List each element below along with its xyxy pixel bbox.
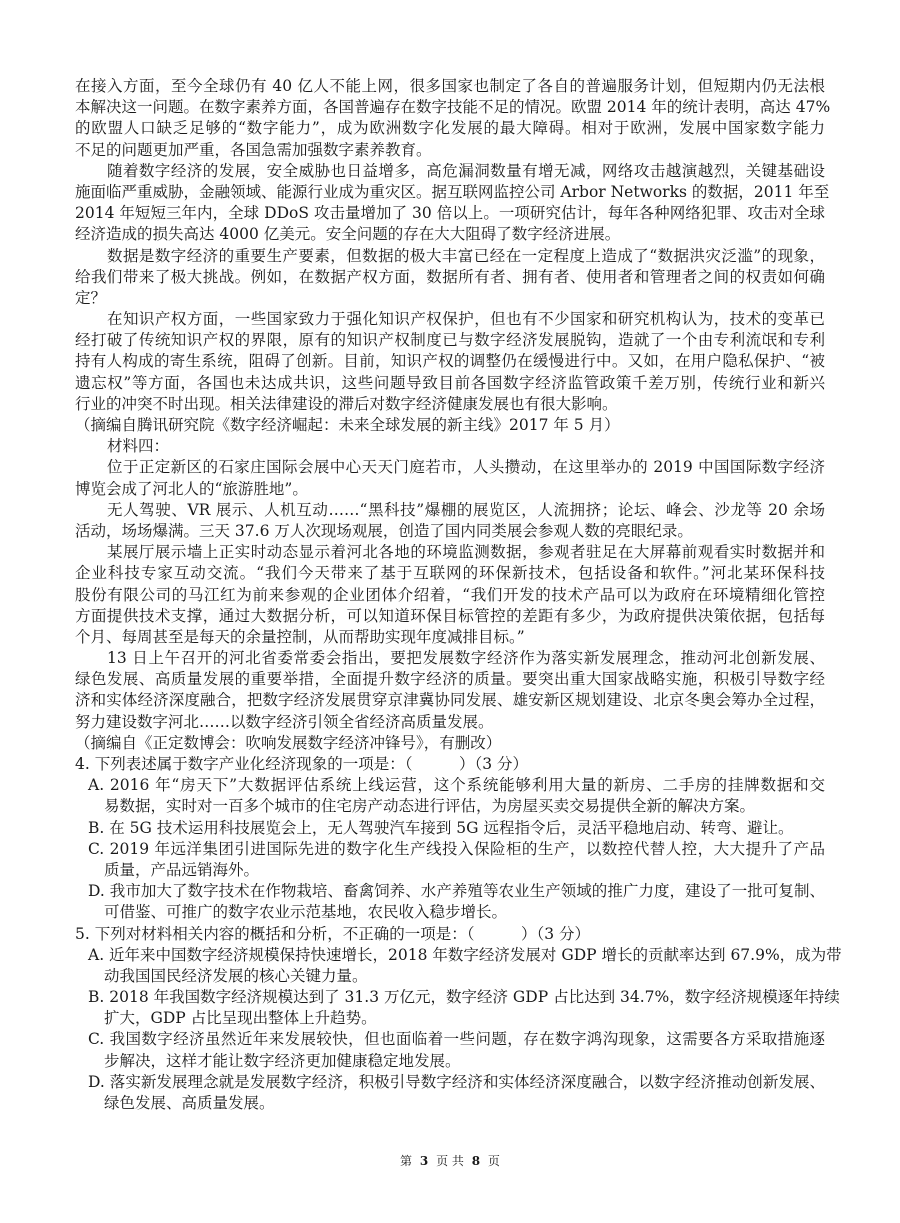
text-line: 方面提供技术支撑，通过大数据分析，可以知道环保目标管控的差距有多少，为政府提供决策依据，包括每 — [75, 606, 825, 625]
answer-option — [75, 945, 842, 987]
text-line: 无人驾驶、VR 展示、人机互动……“黑科技”爆棚的展览区，人流拥挤；论坛、峰会、沙龙等 20 余场 — [107, 500, 825, 519]
answer-option — [75, 818, 825, 839]
text-line: C. 我国数字经济虽然近年来发展较快，但也面临着一些问题，存在数字鸿沟现象，这需要各方采取措施逐 — [88, 1030, 825, 1049]
footer-middle: 页 共 — [436, 1154, 464, 1168]
text-line: 本解决这一问题。在数字素养方面，各国普遍存在数字技能不足的情况。欧盟 2014 年的统计表明，高达 47% — [75, 98, 831, 117]
text-line: 定？ — [75, 288, 107, 307]
answer-option — [75, 1029, 825, 1071]
paragraph — [75, 246, 825, 310]
page-footer — [0, 1152, 900, 1169]
text-line: 股份有限公司的马江红为前来参观的企业团体介绍着，“我们开发的技术产品可以为政府在环境精细化管控 — [75, 585, 825, 604]
text-line: A. 近年来中国数字经济规模保持快速增长，2018 年数字经济发展对 GDP 增长的贡献率达到 67.9%，成为带 — [88, 945, 842, 964]
text-line: D. 落实新发展理念就是发展数字经济，积极引导数字经济和实体经济深度融合，以数字经济推动创新发展、 — [88, 1072, 825, 1091]
answer-option — [75, 775, 825, 817]
text-line: 经济造成的损失高达 4000 亿美元。安全问题的存在大大阻碍了数字经济进展。 — [75, 225, 621, 244]
text-line: B. 在 5G 技术运用科技展览会上，无人驾驶汽车接到 5G 远程指令后，灵活平稳地启动、转弯、避让。 — [88, 818, 794, 837]
text-line: 数据是数字经济的重要生产要素，但数据的极大丰富已经在一定程度上造成了“数据洪灾泛滥”的现象， — [107, 246, 825, 265]
paragraph — [75, 436, 825, 457]
text-line: 给我们带来了极大挑战。例如，在数据产权方面，数据所有者、拥有者、使用者和管理者之间的权责如何确 — [75, 267, 825, 286]
text-line: 不足的问题更加严重，各国急需加强数字素养教育。 — [75, 140, 432, 159]
text-line: 材料四： — [107, 437, 170, 456]
text-line: 某展厅展示墙上正实时动态显示着河北各地的环境监测数据，参观者驻足在大屏幕前观看实时数据并和 — [107, 543, 825, 562]
text-line: 质量，产品远销海外。 — [104, 860, 260, 879]
text-line: 动我国国民经济发展的核心关键力量。 — [104, 966, 368, 985]
paragraph — [75, 542, 825, 648]
text-line: 2014 年短短三年内，全球 DDoS 攻击量增加了 30 倍以上。一项研究估计，每年各种网络犯罪、攻击对全球 — [75, 204, 825, 223]
text-line: 施面临严重威胁，金融领域、能源行业成为重灾区。据互联网监控公司 Arbor Networks 的数据，2011 年至 — [75, 182, 830, 201]
text-line: 绿色发展、高质量发展的重要举措，全面提升数字经济的质量。要突出重大国家战略实施，积极引导数字经 — [75, 670, 825, 689]
text-line: D. 我市加大了数字技术在作物栽培、畜禽饲养、水产养殖等农业生产领域的推广力度，建设了一批可复制、 — [88, 882, 825, 901]
text-line: A. 2016 年“房天下”大数据评估系统上线运营，这个系统能够利用大量的新房、二手房的挂牌数据和交 — [88, 776, 825, 795]
text-line: 在接入方面，至今全球仍有 40 亿人不能上网，很多国家也制定了各自的普遍服务计划，但短期内仍无法根 — [75, 77, 825, 95]
text-line: 努力建设数字河北……以数字经济引领全省经济高质量发展。 — [75, 712, 494, 731]
text-line: 5. 下列对材料相关内容的概括和分析，不正确的一项是：（ ）（3 分） — [75, 924, 591, 943]
question-stem — [75, 754, 825, 775]
source-citation — [75, 733, 825, 754]
text-line: 13 日上午召开的河北省委常委会指出，要把发展数字经济作为落实新发展理念，推动河北创新发展、 — [107, 649, 825, 668]
page-number: 3 — [419, 1154, 429, 1168]
text-line: 经打破了传统知识产权的界限，原有的知识产权制度已与数字经济发展脱钩，造就了一个由专利流氓和专利 — [75, 331, 825, 350]
text-line: （摘编自《正定数博会：吹响发展数字经济冲锋号》，有删改） — [75, 733, 502, 752]
text-line: 4. 下列表述属于数字产业化经济现象的一项是：（ ）（3 分） — [75, 755, 529, 773]
document-body — [75, 76, 842, 1114]
answer-option — [75, 881, 825, 923]
text-line: 在知识产权方面，一些国家致力于强化知识产权保护，但也有不少国家和研究机构认为，技术的变革已 — [107, 310, 825, 329]
text-line: 绿色发展、高质量发展。 — [104, 1094, 275, 1112]
text-line: 博览会成了河北人的“旅游胜地”。 — [75, 479, 308, 498]
text-line: 步解决，这样才能让数字经济更加健康稳定地发展。 — [104, 1051, 461, 1070]
paragraph — [75, 161, 830, 246]
answer-option — [75, 839, 825, 881]
text-line: 行业的冲突不时出现。相关法律建设的滞后对数字经济健康发展也有很大影响。 — [75, 394, 618, 413]
text-line: 的欧盟人口缺乏足够的“数字能力”，成为欧洲数字化发展的最大障碍。相对于欧洲，发展中国家数字能力 — [75, 119, 825, 138]
text-line: 遗忘权”等方面，各国也未达成共识，这些问题导致目前各国数字经济监管政策千差万别，传统行业和新兴 — [75, 373, 825, 392]
text-line: 位于正定新区的石家庄国际会展中心天天门庭若市，人头攒动，在这里举办的 2019 中国国际数字经济 — [107, 458, 825, 477]
text-line: 扩大，GDP 占比呈现出整体上升趋势。 — [104, 1009, 377, 1028]
text-line: 随着数字经济的发展，安全威胁也日益增多，高危漏洞数量有增无减，网络攻击越演越烈，关键基础设 — [107, 161, 825, 180]
text-line: 个月、每周甚至是每天的余量控制，从而帮助实现年度减排目标。” — [75, 627, 525, 646]
text-line: C. 2019 年远洋集团引进国际先进的数字化生产线投入保险柜的生产，以数控代替人控，大大提升了产品 — [88, 839, 825, 858]
text-line: 易数据，实时对一百多个城市的住宅房产动态进行评估，为房屋买卖交易提供全新的解决方案。 — [104, 797, 756, 816]
paragraph — [75, 457, 825, 499]
text-line: 企业科技专家互动交流。“我们今天带来了基于互联网的环保新技术，包括设备和软件。”河北某环保科技 — [75, 564, 825, 583]
total-pages: 8 — [471, 1154, 481, 1168]
text-line: 济和实体经济深度融合，把数字经济发展贯穿京津冀协同发展、雄安新区规划建设、北京冬奥会筹办全过程， — [75, 691, 825, 710]
paragraph — [75, 76, 831, 161]
text-line: B. 2018 年我国数字经济规模达到了 31.3 万亿元，数字经济 GDP 占比达到 34.7%，数字经济规模逐年持续 — [88, 988, 840, 1007]
text-line: 可借鉴、可推广的数字农业示范基地，农民收入稳步增长。 — [104, 903, 508, 922]
text-line: 活动，场场爆满。三天 37.6 万人次现场观展，创造了国内同类展会参观人数的亮眼纪录。 — [75, 521, 693, 540]
paragraph — [75, 500, 825, 542]
paragraph — [75, 648, 825, 733]
source-citation — [75, 415, 825, 436]
text-line: 持有人构成的寄生系统，阻碍了创新。目前，知识产权的调整仍在缓慢进行中。又如，在用户隐私保护、“被 — [75, 352, 825, 371]
question-stem — [75, 924, 825, 945]
answer-option — [75, 1072, 825, 1114]
footer-prefix: 第 — [400, 1154, 413, 1168]
text-line: （摘编自腾讯研究院《数字经济崛起：未来全球发展的新主线》2017 年 5 月） — [75, 416, 620, 434]
paragraph — [75, 309, 825, 415]
footer-suffix: 页 — [487, 1154, 500, 1168]
answer-option — [75, 987, 840, 1029]
